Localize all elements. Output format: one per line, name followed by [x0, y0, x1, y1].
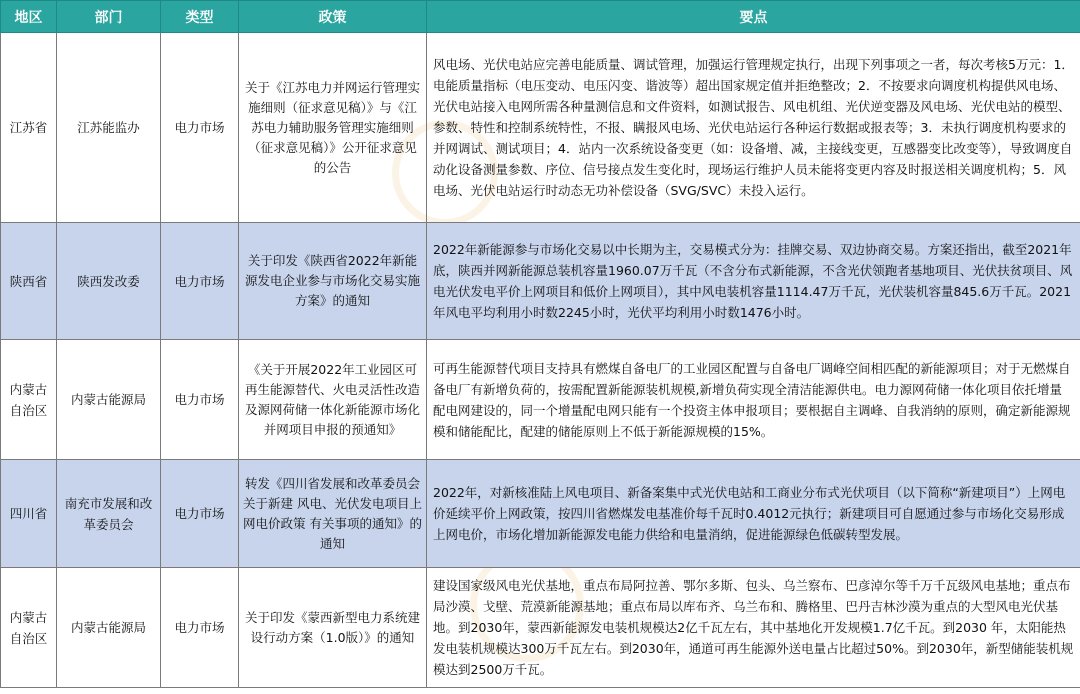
region-cell: 四川省 — [1, 460, 57, 568]
dept-cell: 内蒙古能源局 — [57, 340, 161, 460]
policy-cell: 关于《江苏电力并网运行管理实施细则（征求意见稿）》与《江苏电力辅助服务管理实施细则（征求意见稿）》公开征求意见的公告 — [239, 33, 427, 223]
dept-cell: 陕西发改委 — [57, 223, 161, 340]
dept-cell: 江苏能监办 — [57, 33, 161, 223]
type-cell: 电力市场 — [161, 33, 239, 223]
header-row — [1, 1, 1080, 33]
region-cell: 内蒙古自治区 — [1, 568, 57, 688]
region-cell: 陕西省 — [1, 223, 57, 340]
table-row — [1, 568, 1080, 688]
type-cell: 电力市场 — [161, 568, 239, 688]
dept-cell: 内蒙古能源局 — [57, 568, 161, 688]
region-cell: 内蒙古自治区 — [1, 340, 57, 460]
header-type: 类型 — [161, 1, 239, 33]
points-cell: 可再生能源替代项目支持具有燃煤自备电厂的工业园区配置与自备电厂调峰空间相匹配的新能源项目；对于无燃煤自备电厂有新增负荷的，按需配置新能源装机规模,新增负荷实现全清洁能源供电。电力源网荷储一体化项目依托增量配电网建设的，同一个增量配电网只能有一个投资主体申报项目；要根据自主调峰、自我消纳的原则，确定新能源规模和储能配比，配建的储能原则上不低于新能源规模的15%。 — [427, 340, 1080, 460]
policy-cell: 关于印发《陕西省2022年新能源发电企业参与市场化交易实施方案》的通知 — [239, 223, 427, 340]
type-cell: 电力市场 — [161, 460, 239, 568]
policy-cell: 转发《四川省发展和改革委员会关于新建 风电、光伏发电项目上网电价政策 有关事项的通知》的通知 — [239, 460, 427, 568]
dept-cell: 南充市发展和改革委员会 — [57, 460, 161, 568]
points-cell: 风电场、光伏电站应完善电能质量、调试管理，加强运行管理规定执行，出现下列事项之一者，每次考核5万元：1．电能质量指标（电压变动、电压闪变、谐波等）超出国家规定值并拒绝整改；2．不按要求向调度机构提供风电场、光伏电站接入电网所需各种量测信息和文件资料，如测试报告、风电机组、光伏逆变器及风电场、光伏电站的模型、参数、特性和控制系统特性，不报、瞒报风电场、光伏电站运行各种运行数据或报表等；3．未执行调度机构要求的并网调试、测试项目；4．站内一次系统设备变更（如：设备增、减，主接线变更，互感器变比改变等），导致调度自动化设备测量参数、序位、信号接点发生变化时，现场运行维护人员未能将变更内容及时报送相关调度机构；5．风电场、光伏电站运行时动态无功补偿设备（SVG/SVC）未投入运行。 — [427, 33, 1080, 223]
header-region: 地区 — [1, 1, 57, 33]
policy-cell: 《关于开展2022年工业园区可再生能源替代、火电灵活性改造及源网荷储一体化新能源市场化并网项目申报的预通知》 — [239, 340, 427, 460]
header-points: 要点 — [427, 1, 1080, 33]
policy-cell: 关于印发《蒙西新型电力系统建设行动方案（1.0版）》的通知 — [239, 568, 427, 688]
table-row — [1, 460, 1080, 568]
points-cell: 2022年，对新核准陆上风电项目、新备案集中式光伏电站和工商业分布式光伏项目（以下简称“新建项目”）上网电价延续平价上网政策，按四川省燃煤发电基准价每千瓦时0.4012元执行；新建项目可自愿通过参与市场化交易形成上网电价，市场化增加新能源发电能力供给和电量消纳，促进能源绿色低碳转型发展。 — [427, 460, 1080, 568]
region-cell: 江苏省 — [1, 33, 57, 223]
points-cell: 2022年新能源参与市场化交易以中长期为主，交易模式分为：挂牌交易、双边协商交易。方案还指出，截至2021年底，陕西并网新能源总装机容量1960.07万千瓦（不含分布式新能源，不含光伏领跑者基地项目、光伏扶贫项目、风电光伏发电平价上网项目和低价上网项目），其中风电装机容量1114.47万千瓦，光伏装机容量845.6万千瓦。2021年风电平均利用小时数2245小时，光伏平均利用小时数1476小时。 — [427, 223, 1080, 340]
header-policy: 政策 — [239, 1, 427, 33]
type-cell: 电力市场 — [161, 223, 239, 340]
points-cell: 建设国家级风电光伏基地，重点布局阿拉善、鄂尔多斯、包头、乌兰察布、巴彦淖尔等千万千瓦级风电基地；重点布局沙漠、戈壁、荒漠新能源基地；重点布局以库布齐、乌兰布和、腾格里、巴丹吉林沙漠为重点的大型风电光伏基地。到2030年，蒙西新能源发电装机规模达2亿千瓦左右，其中基地化开发规模1.7亿千瓦。到2030 年，太阳能热发电装机规模达300万千瓦左右。到2030年，通道可再生能源外送电量占比超过50%。到2030年，新型储能装机规模达到2500万千瓦。 — [427, 568, 1080, 688]
table-row — [1, 223, 1080, 340]
table-row — [1, 340, 1080, 460]
type-cell: 电力市场 — [161, 340, 239, 460]
table-row — [1, 33, 1080, 223]
header-dept: 部门 — [57, 1, 161, 33]
